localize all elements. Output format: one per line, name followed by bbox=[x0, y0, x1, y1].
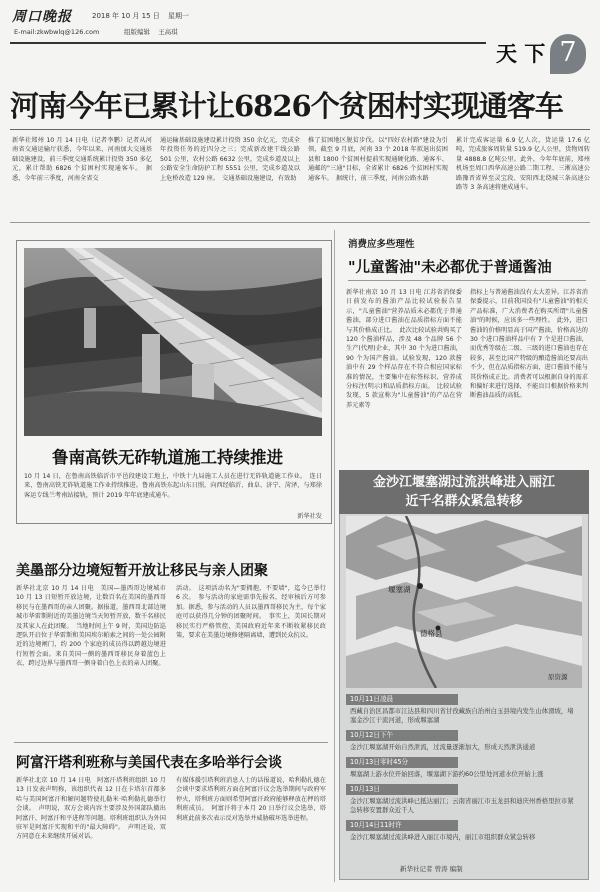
page-number-tab: 7 bbox=[550, 34, 586, 74]
flood-title-line-1: 金沙江堰塞湖过流洪峰进入丽江 bbox=[372, 475, 555, 490]
issue-weekday: 星期一 bbox=[168, 12, 189, 20]
timeline-text-5: 金沙江堰塞湖过流洪峰进入丽江市境内，丽江市组织群众紧急转移 bbox=[350, 833, 536, 841]
afghan-col-2: 有媒体援引塔利班消息人士的话报道说，哈利勒扎德在会谈中要求塔利班方面在阿富汗议会选举期间与政府军停火，塔利班方面则希望阿富汗政府能够释放在押的塔利班成员。 阿富汗将于本月 20 日举行议会选举，塔利班此前多次表示反对选举并威胁破坏选举进程。 bbox=[176, 777, 326, 822]
map-label-source: 原资源 bbox=[548, 673, 568, 681]
editor-name: 王高琪 bbox=[158, 28, 178, 36]
sauce-col-2: 指标上与普通酱油没有太大差异。江苏省消保委提示，目前我国没有"儿童酱油"的相关产品标准，广大消费者在购买所谓"儿童酱油"的时候，应该多一些理性。 此外，进口酱油的价格明显高于国产酱油，价格高达的 30 个进口酱油样品中有 7 个是进口酱油，而优秀等级在二级、三级的进口酱油也存在较多，甚至比国产特级的酿造酱油还要高出不少，但在品质指标方面，进口酱油不能与其价格成正比。消费者可以根据自身的需求和偏好来进行选择，不能盲目根据价格来判断酱油品质的高低。 bbox=[470, 289, 588, 400]
lead-col-2: 通运输基础设施建设累计投资 350 余亿元，完成全年投资任务的近四分之三；完成新改建干线公路 501 公里，农村公路 6632 公里，完成乡道及以上公路安全生命防护工程 5551 公里，完成乡道及以上危桥改造 129 座。 交通基础设施建设，有效助 bbox=[160, 137, 300, 182]
issue-date bbox=[92, 11, 189, 21]
timeline-date-3: 10月13日零时45分 bbox=[346, 757, 458, 768]
sauce-kicker: 消费应多些理性 bbox=[348, 239, 415, 250]
us-mexico-headline: 美墨部分边境短暂开放让移民与亲人团聚 bbox=[16, 563, 268, 579]
us-mexico-col-2: 活动。 这项活动名为"要拥抱，不要墙"，迄今已举行 6 次。 参与活动的家庭需事先报名，经审核后方可参加。据悉，参与活动的人员以墨西哥移民为主，每个家庭可以获得几分钟的团聚时间。 事实上，美国长期对移民实行严格管控，美国政府近年来不断收紧移民政策，要求在美墨边境修建隔离墙，遭到民众抗议。 bbox=[176, 585, 326, 640]
photo-story-body: 10 月 14 日，在鲁南高铁临沂市平邑段建设工地上，中铁十九局施工人员在进行无砟轨道施工作业。 连日来，鲁南高铁无砟轨道施工作业持续推进。鲁南高铁东起山东日照，向西经临沂、曲阜、济宁、菏泽，与郑徐客运专线兰考南站接轨，预计 2019 年年底建成通车。 bbox=[24, 473, 322, 499]
mid-rule bbox=[14, 742, 328, 743]
contact-email[interactable]: E-mail:zkwbwlq@126.com bbox=[14, 28, 100, 36]
timeline-date-4: 10月13日 bbox=[346, 784, 458, 795]
us-mexico-col-1: 新华社北京 10 月 14 日电 美国—墨西哥边境城市 10 月 13 日短暂开放边境，让数百名在美国的墨西哥移民与在墨西哥的亲人团聚。据报道，墨西哥北部边境城市华雷斯附近的美墨边境当天短暂开放，数千名移民及其家人在此团聚。 当地时间上午 9 时，美国边防巡逻队开启位于华雷斯和美国埃尔帕索之间的一处公园附近的边境闸门，约 200 个家庭的成员得以跨越边境进行短暂会面。来自美国一侧的墨西哥移民身着蓝色上衣，跨过边界与墨西哥一侧身着白色上衣的亲人团聚。 bbox=[16, 585, 166, 668]
editor-credit bbox=[124, 27, 178, 36]
lead-headline: 河南今年已累计让6826个贫困村实现通客车 bbox=[10, 89, 563, 123]
sauce-col-1: 新华社南京 10 月 13 日电 江苏省消保委日前发布的酱油产品比较试验报告显示，"儿童酱油"营养品质未必都优于普通酱油，部分进口酱油在品质指标方面不能与其价格成正比。 此次比较试验共购买了 120 个酱油样品，涉及 48 个品牌 56 个生产(代理)企业，其中 30 个为进口酱油，90 个为国产酱油。试验发现，120 款酱油中有 29 个样品存在不符合相应国家标准的情况，主要集中在标签标识、营养成分标注(明示)和品质指标方面。 比较试验发现，5 款宣称为"儿童酱油"的产品在营养元素等 bbox=[346, 289, 462, 409]
lead-col-3: 推了贫困地区脱贫步伐。以"四好农村路"建设为引领，截至 9 月底，河南 33 个 2018 年拟退出贫困县和 1800 个贫困村提前实现通硬化路、通客车、通邮的"三通"目标，全省累计 6826 个贫困村实现通客车。 据统计，前三季度，河南公路水路 bbox=[308, 137, 448, 182]
timeline-text-4: 金沙江堰塞湖过流洪峰已抵达丽江；云南省丽江市玉龙县和迪庆州香格里拉市紧急转移安置群众近千人 bbox=[350, 797, 574, 814]
photo-caption-title: 鲁南高铁无砟轨道施工持续推进 bbox=[52, 448, 283, 467]
issue-date-text: 2018 年 10 月 15 日 bbox=[92, 12, 160, 20]
lead-col-4: 累计完成客运量 6.9 亿人次，货运量 17.6 亿吨，完成旅客周转量 519.9 亿人公里，货物周转量 4888.8 亿吨公里。此外，今年年底前，郑州机场至周口西华高速公路二期工程、三淅高速公路豫晋省界至灵宝段、安阳西北绕城三条高速公路等 3 条高速将建成通车。 bbox=[456, 137, 590, 192]
terrain-map bbox=[346, 516, 582, 688]
flood-panel-title bbox=[339, 470, 589, 514]
editor-label: 组版编辑 bbox=[124, 28, 150, 36]
lead-col-1: 新华社郑州 10 月 14 日电（记者李鹏）记者从河南省交通运输厅获悉，今年以来，河南加大交通基础设施建设，前三季度交通系统累计投资 350 多亿元，累计帮助 6826 个贫困村实现通客车。 据悉，今年前三季度，河南全省交 bbox=[12, 137, 152, 182]
paper-name: 周口晚报 bbox=[12, 9, 72, 25]
sauce-rule bbox=[348, 280, 586, 281]
timeline-text-1: 西藏自治区昌都市江达县和四川省甘孜藏族自治州白玉县境内发生山体滑坡，堵塞金沙江干流河道，形成堰塞湖 bbox=[350, 707, 574, 724]
timeline-date-2: 10月12日下午 bbox=[346, 730, 458, 741]
timeline-date-5: 10月14日11时许 bbox=[346, 820, 458, 831]
flood-title-line-2: 近千名群众紧急转移 bbox=[405, 494, 523, 509]
column-separator bbox=[334, 230, 335, 882]
railway-construction-photo bbox=[24, 248, 322, 436]
lead-bottom-rule bbox=[10, 222, 590, 223]
headline-rule bbox=[10, 129, 590, 130]
afghan-headline: 阿富汗塔利班称与美国代表在多哈举行会谈 bbox=[16, 755, 282, 771]
map-label-county: 德格县 bbox=[420, 629, 443, 638]
map-label-lake: 堰塞湖 bbox=[388, 585, 411, 594]
timeline-text-2: 金沙江堰塞湖开始自然泄流，过流量逐渐加大，形成天然泄洪通道 bbox=[350, 743, 536, 751]
sauce-headline: "儿童酱油"未必都优于普通酱油 bbox=[348, 259, 552, 276]
masthead-rule bbox=[10, 42, 486, 44]
afghan-col-1: 新华社北京 10 月 14 日电 阿富汗塔利班组织 10 月 13 日发表声明称，该组织代表 12 日在卡塔尔首都多哈与美国阿富汗和解问题特使扎勒米·哈利勒扎德举行会谈。 声明说，双方会谈内容主要涉及外国部队撤出阿富汗、阿富汗和平进程等问题。塔利班组织认为外国驻军是阿富汗实现和平的"最大障碍"。 声明还说，双方同意在未来继续开展对话。 bbox=[16, 777, 166, 841]
map-credit: 新华社记者 曾涛 编制 bbox=[400, 865, 463, 873]
photo-credit: 新华社发 bbox=[297, 513, 322, 520]
section-name: 天 下 bbox=[496, 41, 546, 66]
timeline-date-1: 10月11日凌晨 bbox=[346, 694, 458, 705]
timeline-text-3: 堰塞湖上游水位开始回落，堰塞湖下游约60公里处河道水位开始上涨 bbox=[350, 770, 544, 778]
